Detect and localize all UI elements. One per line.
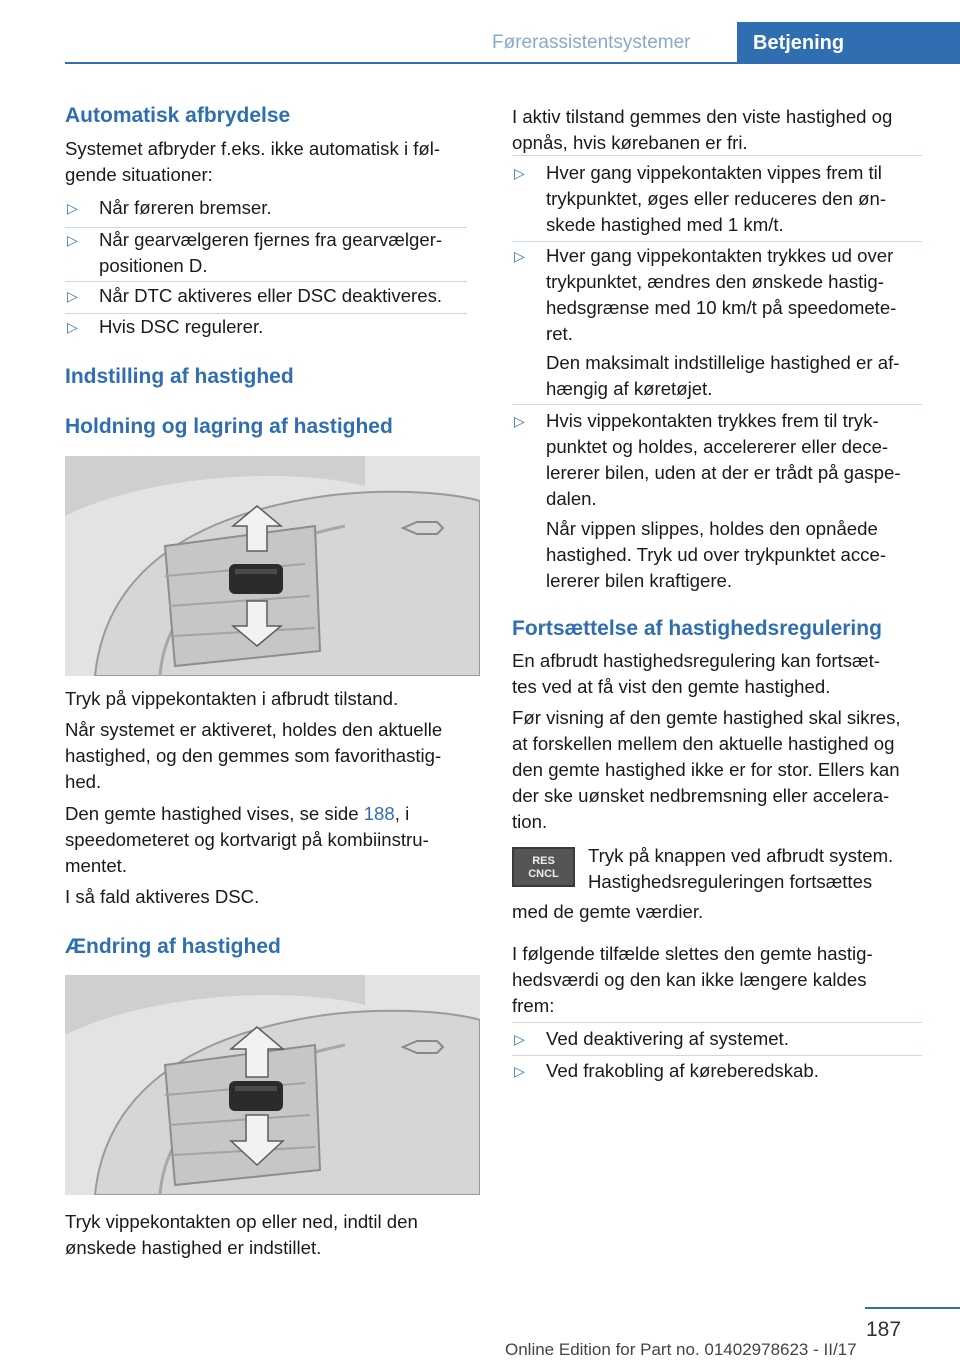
bullet-triangle-icon: ▷ (67, 232, 78, 248)
list-item: ▷ Når gearvælgeren fjernes fra gearvælger‐ positionen D. (67, 229, 443, 276)
header-section-title: Førerassistentsystemer (492, 32, 691, 53)
footer-rule (865, 1307, 960, 1309)
divider (512, 404, 922, 405)
bullet-triangle-icon: ▷ (514, 248, 525, 264)
paragraph: Tryk på knappen ved afbrudt system. Hastighedsreguleringen fortsættes (588, 845, 894, 892)
list-item: ▷ Hvis vippekontakten trykkes frem til tryk‐ punktet og holdes, accelererer eller dece‐ lererer bilen, uden at der er trådt på gaspe‐ dalen. (514, 410, 901, 509)
divider (512, 1055, 922, 1056)
heading-holdning: Holdning og lagring af hastighed (65, 415, 393, 438)
list-item: ▷ Ved deaktivering af systemet. (512, 1026, 789, 1052)
steering-wheel-rocker-figure-2 (65, 975, 480, 1195)
res-cncl-button-icon: RES CNCL (512, 847, 575, 887)
heading-fortsaettelse: Fortsættelse af hastighedsregulering (512, 617, 882, 640)
header-rule (65, 62, 960, 64)
paragraph: Når systemet er aktiveret, holdes den aktuelle hastighed, og den gemmes som favorithastig‐ hed. (65, 719, 443, 792)
list-item: ▷ Hver gang vippekontakten trykkes ud over trykpunktet, ændres den ønskede hastig‐ hedsgrænse med 10 km/t på speedomete‐ ret. (514, 245, 897, 344)
paragraph: Før visning af den gemte hastighed skal sikres, at forskellen mellem den aktuelle hastighed og den gemte hastighed ikke er for stor. Ellers kan der ske uønsket nedbremsning eller accelera‐ tion. (512, 707, 901, 832)
list-item-note: Den maksimalt indstillelige hastighed er af‐ hængig af køretøjet. (546, 352, 900, 399)
paragraph: Den gemte hastighed vises, se side 188, i speedometeret og kortvarigt på kombiinstru‐ mentet. (65, 803, 429, 876)
paragraph: En afbrudt hastighedsregulering kan fortsæt‐ tes ved at få vist den gemte hastighed. (512, 650, 880, 697)
paragraph: I aktiv tilstand gemmes den viste hastighed og opnås, hvis kørebanen er fri. (512, 106, 893, 153)
heading-indstilling: Indstilling af hastighed (65, 365, 294, 388)
list-item: ▷ Hvis DSC regulerer. (65, 314, 263, 340)
list-item: ▷ Hver gang vippekontakten vippes frem til trykpunktet, øges eller reduceres den øn‐ skede hastighed med 1 km/t. (514, 162, 887, 235)
bullet-triangle-icon: ▷ (67, 288, 78, 304)
list-item: ▷ Når DTC aktiveres eller DSC deaktiveres. (65, 283, 442, 309)
paragraph: I så fald aktiveres DSC. (65, 886, 260, 907)
edition-footer: Online Edition for Part no. 01402978623 - II/17 (505, 1340, 857, 1359)
paragraph: Tryk på vippekontakten i afbrudt tilstand. (65, 688, 399, 709)
list-item-note: Når vippen slippes, holdes den opnåede hastighed. Tryk ud over trykpunktet acce‐ lererer bilen kraftigere. (546, 518, 887, 591)
header-chapter-tab[interactable]: Betjening (737, 22, 960, 62)
paragraph: Systemet afbryder f.eks. ikke automatisk i føl‐ gende situationer: (65, 138, 441, 185)
bullet-triangle-icon: ▷ (67, 200, 78, 216)
page-reference-link[interactable]: 188 (363, 803, 395, 824)
divider (512, 1022, 922, 1023)
list-item: ▷ Når føreren bremser. (65, 195, 272, 221)
bullet-triangle-icon: ▷ (514, 1031, 525, 1047)
steering-wheel-rocker-figure (65, 456, 480, 676)
list-item: ▷ Ved frakobling af køreberedskab. (512, 1058, 819, 1084)
bullet-triangle-icon: ▷ (514, 1063, 525, 1079)
paragraph: I følgende tilfælde slettes den gemte hastig‐ hedsværdi og den kan ikke længere kaldes frem: (512, 943, 873, 1016)
divider (512, 155, 922, 156)
heading-aendring: Ændring af hastighed (65, 935, 281, 958)
divider (65, 281, 467, 282)
heading-automatisk-afbrydelse: Automatisk afbrydelse (65, 104, 291, 127)
paragraph: Tryk vippekontakten op eller ned, indtil den ønskede hastighed er indstillet. (65, 1211, 418, 1258)
bullet-triangle-icon: ▷ (67, 319, 78, 335)
paragraph: med de gemte værdier. (512, 901, 704, 922)
bullet-triangle-icon: ▷ (514, 413, 525, 429)
bullet-triangle-icon: ▷ (514, 165, 525, 181)
page-number: 187 (866, 1318, 902, 1341)
divider (512, 241, 922, 242)
